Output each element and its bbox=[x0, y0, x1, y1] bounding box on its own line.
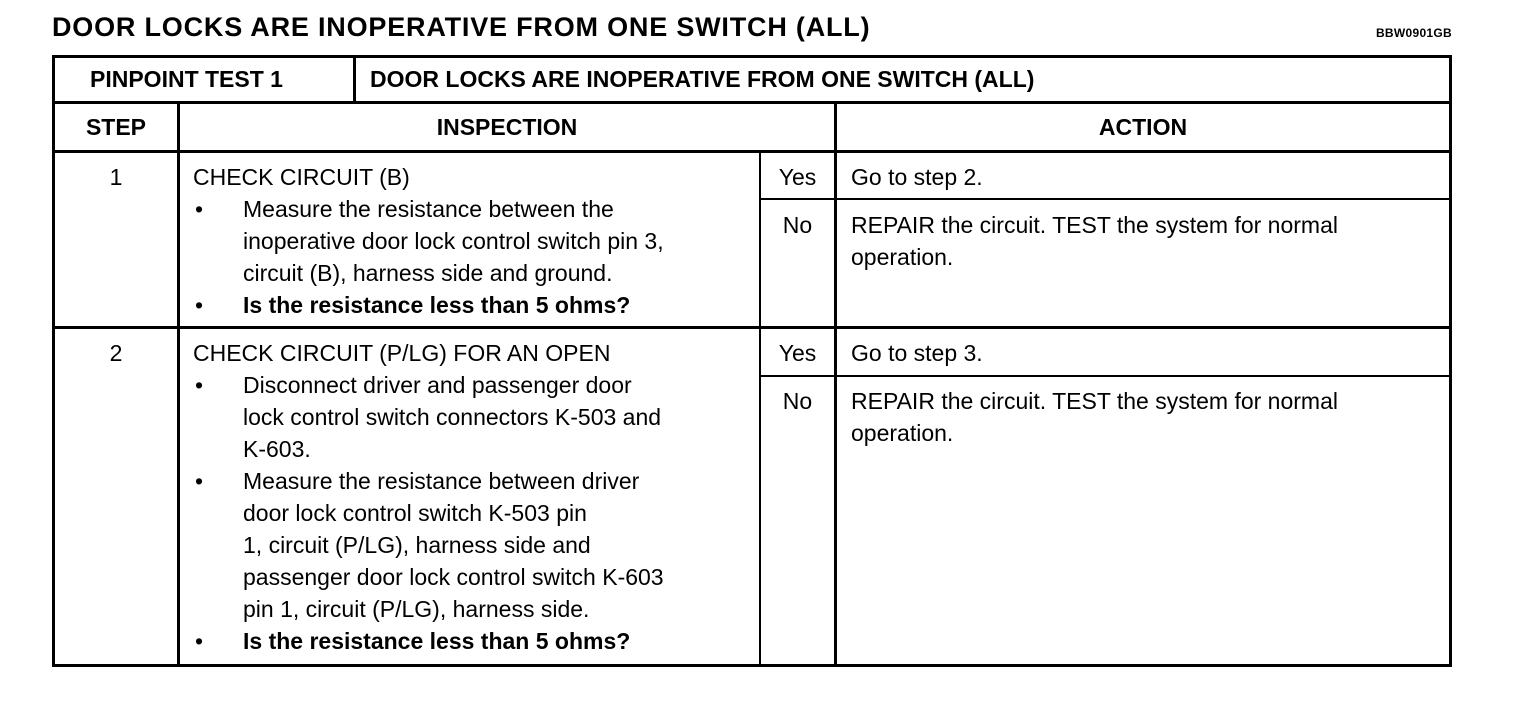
yes-label: Yes bbox=[778, 340, 817, 366]
bullet-icon: • bbox=[195, 292, 204, 318]
divider bbox=[52, 150, 1452, 153]
inspection-line: lock control switch connectors K-503 and bbox=[243, 404, 662, 430]
inspection-line: K-603. bbox=[243, 436, 311, 462]
action-header: ACTION bbox=[1098, 114, 1188, 140]
no-action: REPAIR the circuit. TEST the system for normal bbox=[851, 212, 1338, 238]
divider bbox=[759, 375, 1452, 377]
inspection-line: 1, circuit (P/LG), harness side and bbox=[243, 532, 591, 558]
no-label: No bbox=[782, 212, 813, 238]
inspection-question: Is the resistance less than 5 ohms? bbox=[243, 292, 631, 318]
inspection-line: door lock control switch K-503 pin bbox=[243, 500, 587, 526]
no-action: operation. bbox=[851, 244, 954, 270]
step-header: STEP bbox=[85, 114, 147, 140]
divider bbox=[834, 102, 837, 667]
test-label: PINPOINT TEST 1 bbox=[90, 66, 283, 92]
inspection-line: Disconnect driver and passenger door bbox=[243, 372, 632, 398]
divider bbox=[759, 198, 1452, 200]
page-title: DOOR LOCKS ARE INOPERATIVE FROM ONE SWITCH (ALL) bbox=[52, 12, 871, 42]
yes-action: Go to step 3. bbox=[851, 340, 983, 366]
divider bbox=[353, 55, 356, 103]
inspection-line: pin 1, circuit (P/LG), harness side. bbox=[243, 596, 590, 622]
yes-action: Go to step 2. bbox=[851, 164, 983, 190]
step-number: 1 bbox=[109, 164, 123, 190]
bullet-icon: • bbox=[195, 372, 204, 398]
inspection-line: inoperative door lock control switch pin 3, bbox=[243, 228, 664, 254]
divider bbox=[52, 101, 1452, 104]
inspection-line: passenger door lock control switch K-603 bbox=[243, 564, 664, 590]
yes-label: Yes bbox=[778, 164, 817, 190]
step-number: 2 bbox=[109, 340, 123, 366]
no-label: No bbox=[782, 388, 813, 414]
divider bbox=[52, 326, 1452, 329]
inspection-heading: CHECK CIRCUIT (P/LG) FOR AN OPEN bbox=[193, 340, 611, 366]
inspection-line: Measure the resistance between the bbox=[243, 196, 614, 222]
inspection-question: Is the resistance less than 5 ohms? bbox=[243, 628, 631, 654]
divider bbox=[177, 102, 180, 667]
test-title: DOOR LOCKS ARE INOPERATIVE FROM ONE SWITCH (ALL) bbox=[370, 66, 1035, 92]
bullet-icon: • bbox=[195, 628, 204, 654]
inspection-heading: CHECK CIRCUIT (B) bbox=[193, 164, 410, 190]
inspection-line: Measure the resistance between driver bbox=[243, 468, 640, 494]
reference-code: BBW0901GB bbox=[1375, 26, 1452, 40]
inspection-header: INSPECTION bbox=[436, 114, 578, 140]
inspection-line: circuit (B), harness side and ground. bbox=[243, 260, 613, 286]
no-action: operation. bbox=[851, 420, 954, 446]
no-action: REPAIR the circuit. TEST the system for normal bbox=[851, 388, 1338, 414]
bullet-icon: • bbox=[195, 468, 204, 494]
bullet-icon: • bbox=[195, 196, 204, 222]
